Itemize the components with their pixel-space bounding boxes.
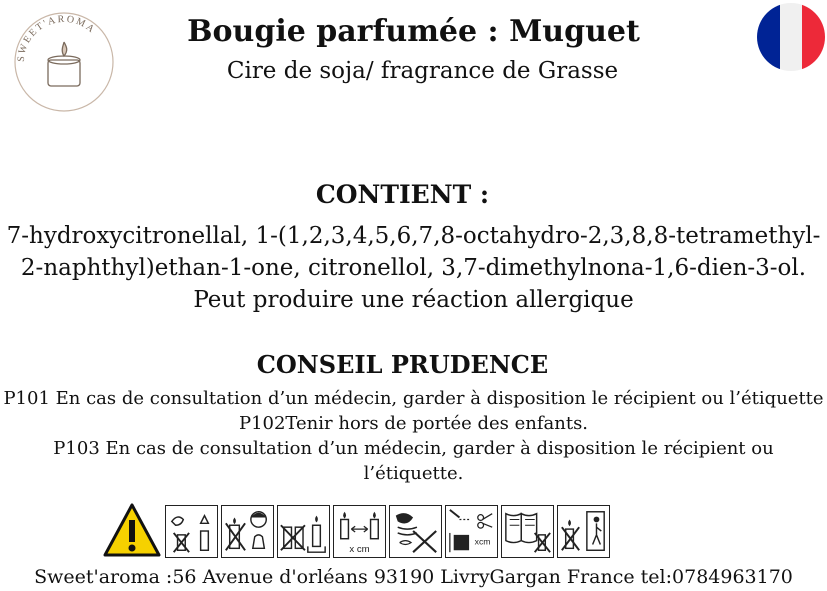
conseil-line: P103 En cas de consultation d’un médecin, garder à disposition le récipient ou	[53, 438, 774, 459]
conseil-line: P101 En cas de consultation d’un médecin, garder à disposition le récipient ou l’étiquette	[3, 388, 824, 409]
conseil-line: l’étiquette.	[363, 463, 464, 484]
company-footer: Sweet'aroma :56 Avenue d'orléans 93190 LivryGargan France tel:0784963170	[34, 566, 793, 588]
warning-triangle-icon	[102, 502, 162, 558]
logo-text: SWEET'AROMA	[15, 13, 98, 63]
product-subtitle: Cire de soja/ fragrance de Grasse	[226, 58, 619, 84]
safety-pictograms	[102, 502, 610, 558]
conseil-line: P102Tenir hors de portée des enfants.	[238, 413, 589, 434]
trim-wick-icon	[445, 505, 498, 558]
candle-distance-icon	[333, 505, 386, 558]
no-unattended-candle-icon	[557, 505, 610, 558]
conseil-heading: CONSEIL PRUDENCE	[256, 350, 549, 379]
no-candles-close-icon	[277, 505, 330, 558]
no-curtain-near-candle-icon	[501, 505, 554, 558]
no-draft-icon	[389, 505, 442, 558]
contient-text	[0, 220, 827, 316]
contient-line: Peut produire une réaction allergique	[193, 287, 634, 313]
contient-line: 2-naphthyl)ethan-1-one, citronellol, 3,7-dimethylnona-1,6-dien-3-ol.	[20, 255, 807, 281]
no-flammable-near-candle-icon	[165, 505, 218, 558]
contient-line: 7-hydroxycitronellal, 1-(1,2,3,4,5,6,7,8-octahydro-2,3,8,8-tetramethyl-	[6, 223, 821, 249]
keep-away-children-pets-icon	[221, 505, 274, 558]
trim-label: xcm	[474, 536, 491, 547]
distance-label: x cm	[349, 544, 370, 556]
product-title: Bougie parfumée : Muguet	[187, 14, 640, 49]
conseil-text	[0, 386, 827, 486]
contient-heading: CONTIENT :	[315, 180, 490, 209]
